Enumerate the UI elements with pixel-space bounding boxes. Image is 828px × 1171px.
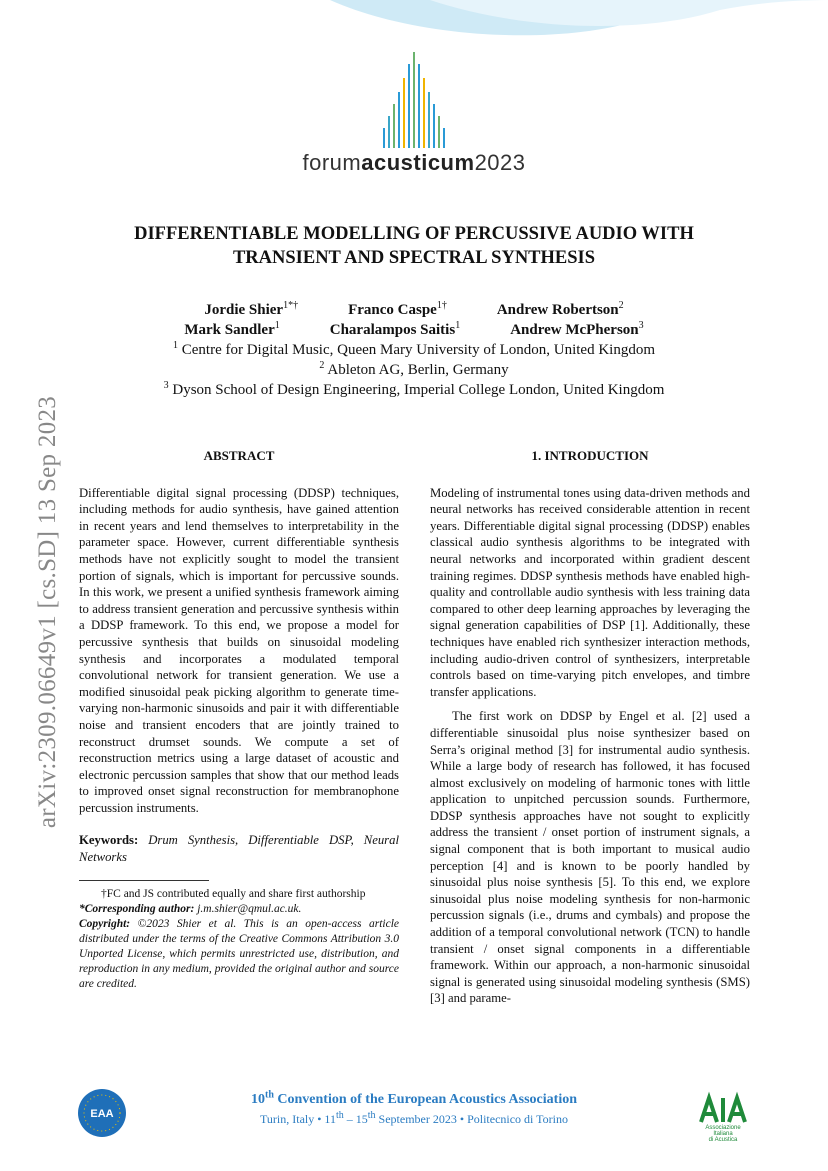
abstract-heading: ABSTRACT [203,448,275,463]
footnote-equal-contribution: †FC and JS contributed equally and share first authorship [101,887,366,900]
affiliation: $^3$ Dyson School of Design Engineering, Imperial College London, United Kingdom [163,380,665,398]
left-column [79,448,399,992]
abstract-text: Differentiable digital signal processing (DDSP) techniques, including methods for audio synthesis, have gained attention in recent years and lend themselves to interpretability in the parameter space. However, current differentiable synthesis methods have not explicitly sought to model the transient portion of signals, which is important for percussive sounds. In this work, we present a unified synthesis framework aiming to address transient generation and percussive synthesis within a DDSP framework. To this end, we propose a model for percussive synthesis that builds on sinusoidal modeling synthesis and incorporates a modulated temporal convolutional network for transient generation. We use a modified sinusoidal peak picking algorithm to generate time-varying non-harmonic sinusoids and pair it with differentiable noise and transient encoders that are jointly trained to reconstruct drumset sounds. We compute a set of reconstruction metrics using a large dataset of acoustic and electronic percussion samples that show that our method leads to improved onset signal reconstruction for membranophone percussion instruments. [79,485,399,815]
affiliation: $^2$ Ableton AG, Berlin, Germany [319,360,509,378]
footnote-divider [79,880,209,881]
title-line-2: TRANSIENT AND SPECTRAL SYNTHESIS [232,248,596,268]
right-column [430,448,750,1015]
logo-bold: acusticum [361,150,475,175]
introduction-heading: 1. INTRODUCTION [531,448,649,463]
introduction-paragraph-1: Modeling of instrumental tones using data-driven methods and neural networks has received considerable attention in recent years. Differentiable digital signal processing (DDSP) enables classical audio synthesis algorithms to be integrated with neural networks and incorporated within gradient descent training regimes. DDSP synthesis methods have enabled high-quality and controllable audio synthesis with less training data compared to other deep learning approaches by leveraging the signal generation capabilities of DSP [1]. Additionally, these techniques have enabled rich synthesizer interaction methods, including audio-driven control of synthesizers, interpretable controls based on time-varying pitch envelopes, and timbre transfer applications. [430,485,750,699]
introduction-paragraph-2: The first work on DDSP by Engel et al. [2] used a differentiable sinusoidal plus noise synthesizer based on Serra’s original method [3] for instrumental audio synthesis. While a large body of research has followed, it has focused almost exclusively on modeling of harmonic tones with little application to unpitched percussion sounds. Furthermore, DDSP synthesis approaches have not sought to explicitly address the transient / onset portion of instrument signals, a signal component that is both important to musical audio perception [4] and is known to be poorly handled by sinusoidal plus noise synthesis [5]. To this end, we explore sinusoidal plus noise modeling synthesis for non-harmonic percussion signals (i.e., drums and cymbals) and propose the addition of a temporal convolutional network (TCN) to handle transient / onset signal components in a differentiable framework. Within our approach, a non-harmonic sinusoidal signal is generated using sinusoidal modeling synthesis (SMS) [3] and parame- [430,709,750,1006]
footer-line-2: Turin, Italy • 11th – 15th September 2023 • Politecnico di Torino [260,1110,568,1126]
footnotes [79,887,399,992]
author-name: Jordie Shier$^{1*\dagger}$ [204,300,299,318]
logo-bar [443,128,445,148]
author-name: Andrew Robertson$^2$ [496,300,624,318]
logo-bar [423,78,425,148]
title-line-1: DIFFERENTIABLE MODELLING OF PERCUSSIVE AUDIO WITH [134,224,694,244]
logo-bar [398,92,400,148]
svg-text:di Acustica: di Acustica [708,1137,738,1143]
logo-bar [428,92,430,148]
logo-bar [403,78,405,148]
affiliation: $^1$ Centre for Digital Music, Queen Mary University of London, United Kingdom [173,340,655,358]
logo-bar [388,116,390,148]
keywords-value: Drum Synthesis, Differentiable DSP, Neural Networks [79,833,399,865]
aia-logo-icon [695,1088,751,1144]
logo-bar [413,52,415,148]
logo-year: 2023 [474,150,526,175]
footer-line-1: 10th Convention of the European Acoustics Association [250,1089,577,1107]
keywords [79,832,399,865]
logo-bar [383,128,385,148]
logo-bar [433,104,435,148]
author-block [60,300,768,400]
logo-bar [393,104,395,148]
logo-bar [408,64,410,148]
logo-bar [438,116,440,148]
conference-logo-text [0,150,828,176]
logo-bar [418,64,420,148]
svg-text:Associazione: Associazione [705,1125,741,1131]
footnote-corresponding: *Corresponding author: j.m.shier@qmul.ac.uk. [79,902,302,915]
corresponding-email-link[interactable]: j.m.shier@qmul.ac.uk. [197,902,302,915]
paper-title [60,222,768,270]
arxiv-identifier[interactable]: arXiv:2309.06649v1 [cs.SD] 13 Sep 2023 [34,395,61,829]
svg-text:EAA: EAA [90,1108,114,1120]
logo-prefix: forum [302,150,362,175]
author-name: Mark Sandler$^1$ [184,320,280,338]
author-name: Charalampos Saitis$^1$ [329,320,461,338]
footnote-copyright: Copyright: ©2023 Shier et al. This is an open-access article distributed under the terms of the Creative Commons Attribution 3.0 Unported License, which permits unrestricted use, distribution, and reproduction in any medium, provided the original author and source are credited. [79,917,400,990]
conference-logo-icon [380,48,450,148]
author-name: Franco Caspe$^{1\dagger}$ [348,300,447,318]
keywords-label: Keywords: [79,833,139,848]
svg-text:Italiana: Italiana [713,1131,733,1137]
author-name: Andrew McPherson$^3$ [510,320,644,338]
